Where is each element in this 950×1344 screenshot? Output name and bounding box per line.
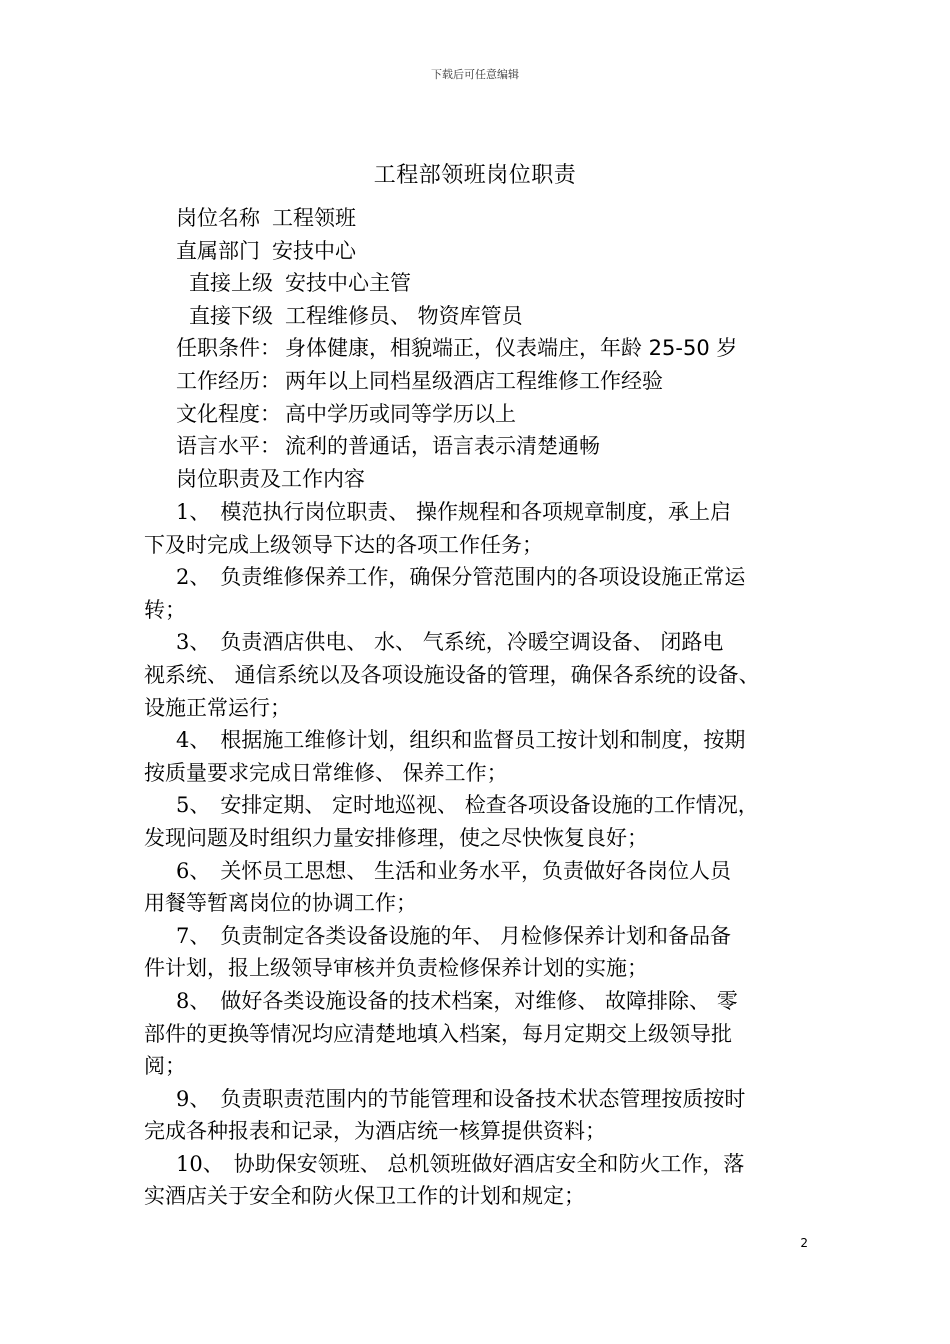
duty-item [144, 561, 820, 626]
field-department [176, 235, 737, 268]
field-value: 安技中心主管 [285, 271, 411, 296]
field-requirements [176, 332, 737, 365]
duty-text: 负责制定各类设备设施的年、 月检修保养计划和备品备 件计划，报上级领导审核并负责检修保养计划的实施； [144, 923, 732, 981]
field-language [176, 430, 737, 463]
duties-list [144, 496, 820, 1213]
field-label: 文化程度： [176, 401, 281, 426]
field-education [176, 398, 737, 431]
field-label: 任职条件： [176, 336, 281, 361]
duty-text: 负责酒店供电、 水、 气系统，冷暖空调设备、 闭路电 视系统、 通信系统以及各项设施设备的管理，确保各系统的设备、 设施正常运行； [144, 630, 760, 720]
duty-number: 7、 [176, 923, 211, 948]
field-subordinate [176, 300, 737, 333]
duty-item [144, 724, 820, 789]
duty-item [144, 1148, 820, 1213]
duty-item [144, 920, 820, 985]
duty-item [144, 789, 820, 854]
duty-text: 负责职责范围内的节能管理和设备技术状态管理按质按时 完成各种报表和记录，为酒店统一核算提供资料； [144, 1086, 746, 1144]
field-label: 工作经历： [176, 368, 281, 393]
duty-number: 1、 [176, 500, 211, 524]
field-value: 工程维修员、 物资库管员 [285, 303, 523, 328]
duty-number: 6、 [176, 858, 211, 883]
duty-number: 10、 [176, 1151, 224, 1176]
field-job-name [176, 202, 737, 235]
duty-text: 根据施工维修计划，组织和监督员工按计划和制度，按期 按质量要求完成日常维修、 保养工作； [144, 728, 746, 785]
duty-text: 关怀员工思想、 生活和业务水平，负责做好各岗位人员 用餐等暂离岗位的协调工作； [144, 858, 732, 916]
field-value: 两年以上同档星级酒店工程维修工作经验 [285, 368, 663, 393]
field-value: 高中学历或同等学历以上 [285, 401, 516, 426]
duty-number: 3、 [176, 630, 211, 655]
duty-item [144, 1083, 820, 1148]
duty-text: 负责维修保养工作，确保分管范围内的各项设设施正常运 转； [144, 565, 746, 622]
document-title: 工程部领班岗位职责 [373, 163, 577, 188]
duty-number: 4、 [176, 728, 211, 753]
duty-item [144, 985, 820, 1083]
duty-text: 安排定期、 定时地巡视、 检查各项设备设施的工作情况， 发现问题及时组织力量安排修理，使之尽快恢复良好； [144, 793, 759, 850]
field-label: 岗位名称 [176, 206, 260, 230]
duty-text: 协助保安领班、 总机领班做好酒店安全和防火工作，落 实酒店关于安全和防火保卫工作的计划和规定； [144, 1151, 745, 1209]
duty-item [144, 855, 820, 920]
duty-item [144, 496, 820, 561]
duty-number: 5、 [176, 793, 211, 818]
duty-text: 模范执行岗位职责、 操作规程和各项规章制度，承上启 下及时完成上级领导下达的各项工作任务； [144, 500, 732, 557]
header-note: 下载后可任意编辑 [431, 68, 519, 81]
duty-number: 8、 [176, 988, 211, 1013]
field-value: 身体健康，相貌端正，仪表端庄，年龄 25-50 岁 [285, 336, 738, 361]
field-label: 直属部门 [176, 238, 260, 263]
field-value: 工程领班 [272, 206, 356, 230]
field-experience [176, 365, 737, 398]
field-label: 直接上级 [189, 271, 273, 296]
duty-text: 做好各类设施设备的技术档案，对维修、 故障排除、 零 部件的更换等情况均应清楚地填入档案，每月定期交上级领导批 阅； [144, 988, 738, 1079]
duties-heading: 岗位职责及工作内容 [176, 466, 365, 491]
duty-number: 2、 [176, 565, 211, 590]
field-superior [176, 267, 737, 300]
field-label: 语言水平： [176, 434, 281, 459]
field-value: 安技中心 [272, 238, 356, 263]
duty-number: 9、 [176, 1086, 211, 1111]
duty-item [144, 626, 820, 724]
field-value: 流利的普通话，语言表示清楚通畅 [285, 434, 600, 459]
page-number: 2 [800, 1236, 808, 1250]
field-label: 直接下级 [189, 303, 273, 328]
job-info-block [176, 202, 737, 495]
